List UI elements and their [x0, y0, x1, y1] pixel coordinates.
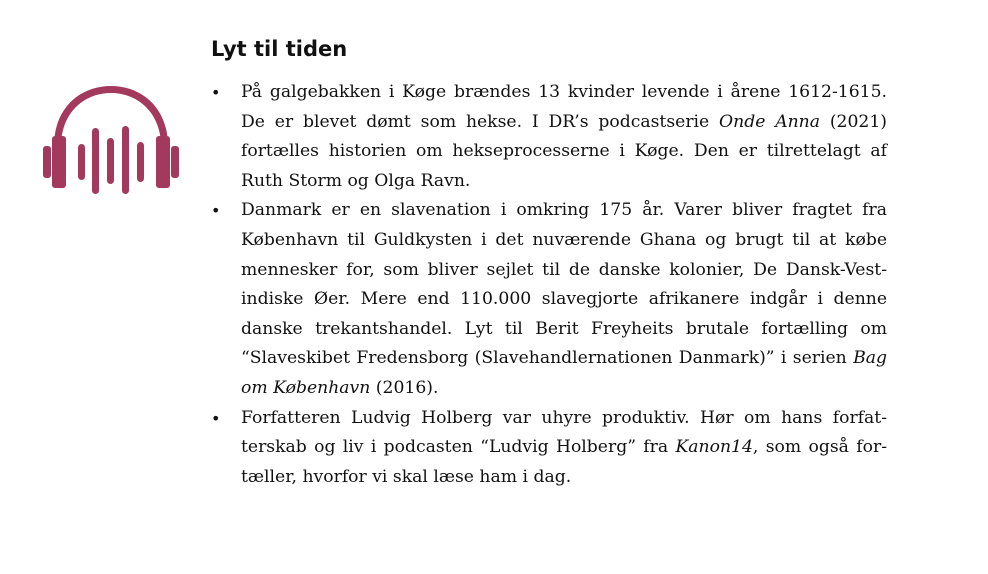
podcast-list — [211, 78, 887, 492]
list-item — [211, 196, 887, 403]
text-run: Danmark er en slavenation i omkring 175 år. Varer bliver fragtet fra København til Guldkysten i det nuværende Ghana og brugt til at købe mennesker for, som bliver sejlet til de danske kolonier, De Dansk-Vestindiske Øer. Mere end 110.000 slavegjorte afrikanere indgår i denne danske trekantshandel. Lyt til Berit Freyheits brutale fortælling om “Slaveskibet Fredensborg (Slavehandlernationen Danmark)” i serien — [241, 200, 887, 369]
podcast-title: Onde Anna — [719, 111, 820, 132]
text-run: (2016). — [370, 377, 439, 398]
headphones-icon — [40, 84, 182, 194]
podcast-title: Kanon14 — [675, 437, 753, 458]
bullet-dot: • — [211, 408, 221, 428]
section-heading: Lyt til tiden — [211, 37, 348, 61]
article — [211, 34, 887, 492]
item-text — [241, 200, 887, 398]
text-run: , som også fortæller, hvorfor vi skal læse ham i dag. — [241, 437, 887, 487]
text-run: (2021) fortælles historien om hekseprocesserne i Køge. Den er tilrettelagt af Ruth Storm og Olga Ravn. — [241, 111, 887, 191]
bullet-dot: • — [211, 83, 221, 102]
item-text — [241, 82, 887, 191]
text-run: På galgebakken i Køge brændes 13 kvinder levende i årene 1612-1615. De er blevet dømt som hekse. I DR’s podcastserie — [241, 82, 887, 132]
list-item — [211, 78, 887, 196]
text-run: Forfatteren Ludvig Holberg var uhyre produktiv. Hør om hans forfatterskab og liv i podcasten “Ludvig Holberg” fra — [241, 407, 887, 458]
podcast-title: Bag om København — [241, 348, 887, 398]
list-item — [211, 404, 887, 493]
item-text — [241, 408, 887, 487]
bullet-dot: • — [211, 201, 221, 221]
